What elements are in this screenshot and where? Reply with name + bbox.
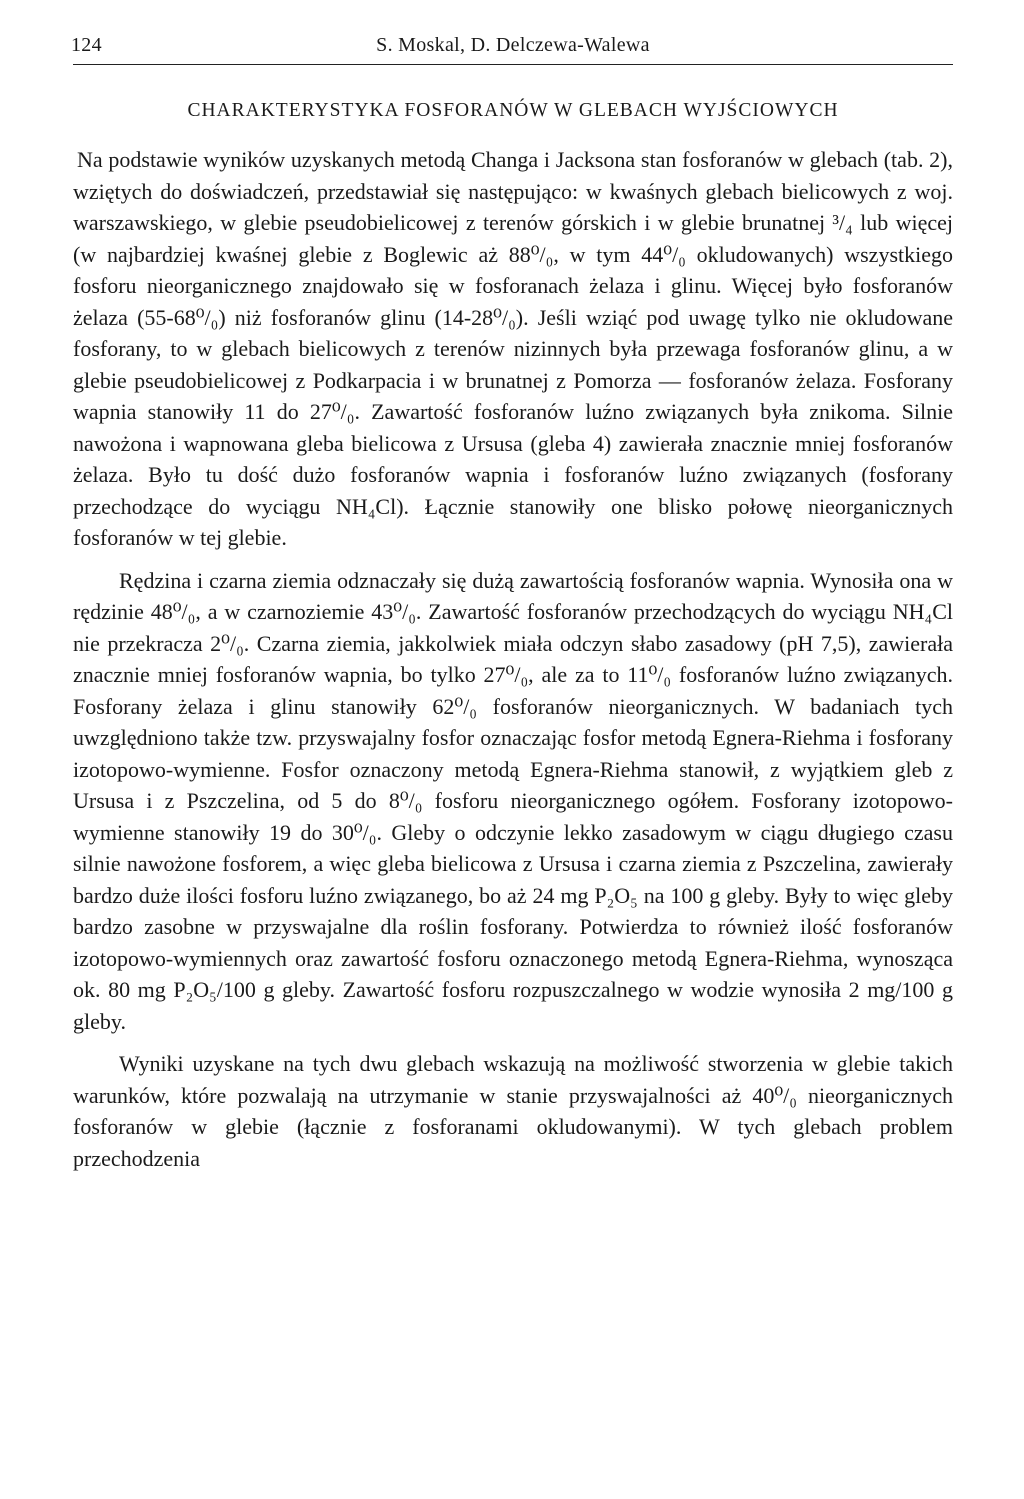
section-title: CHARAKTERYSTYKA FOSFORANÓW W GLEBACH WYJŚCIOWYCH xyxy=(187,100,839,121)
paragraph-1: Na podstawie wyników uzyskanych metodą Changa i Jacksona stan fosforanów w glebach (tab. 2), wziętych do doświadczeń, przedstawiał się następująco: w kwaśnych glebach bielicowych z woj. warszawskiego, w glebie pseudobielicowej z terenów górskich i w glebie brunatnej ³/₄ lub więcej (w najbardziej kwaśnej glebie z Boglewic aż 88⁰/₀, w tym 44⁰/₀ okludowanych) wszystkiego fosforu nieorganicznego znajdowało się w fosforanach żelaza i glinu. Więcej było fosforanów żelaza (55-68⁰/₀) niż fosforanów glinu (14-28⁰/₀). Jeśli wziąć pod uwagę tylko nie okludowane fosforany, to w glebach bielicowych z terenów nizinnych była przewaga fosforanów glinu, a w glebie pseudobielicowej z Podkarpacia i w brunatnej z Pomorza — fosforanów żelaza. Fosforany wapnia stanowiły 11 do 27⁰/₀. Zawartość fosforanów luźno związanych była znikoma. Silnie nawożona i wapnowana gleba bielicowa z Ursusa (gleba 4) zawierała znacznie mniej fosforanów żelaza. Było tu dość dużo fosforanów wapnia i fosforanów luźno związanych (fosforany przechodzące do wyciągu NH₄Cl). Łącznie stanowiły one blisko połowę nieorganicznych fosforanów w tej glebie. xyxy=(73,147,953,550)
running-header xyxy=(73,30,953,65)
paragraph-3: Wyniki uzyskane na tych dwu glebach wskazują na możliwość stworzenia w glebie takich warunków, które pozwalają na utrzymanie w stanie przyswajalności aż 40⁰/₀ nieorganicznych fosforanów w glebie (łącznie z fosforanami okludowanymi). W tych glebach problem przechodzenia xyxy=(73,1051,953,1171)
paragraph-2: Rędzina i czarna ziemia odznaczały się dużą zawartością fosforanów wapnia. Wynosiła ona w rędzinie 48⁰/₀, a w czarnoziemie 43⁰/₀. Zawartość fosforanów przechodzących do wyciągu NH₄Cl nie przekracza 2⁰/₀. Czarna ziemia, jakkolwiek miała odczyn słabo zasadowy (pH 7,5), zawierała znacznie mniej fosforanów wapnia, bo tylko 27⁰/₀, ale za to 11⁰/₀ fosforanów luźno związanych. Fosforany żelaza i glinu stanowiły 62⁰/₀ fosforanów nieorganicznych. W badaniach tych uwzględniono także tzw. przyswajalny fosfor oznaczając fosfor metodą Egnera-Riehma i fosforany izotopowo-wymienne. Fosfor oznaczony metodą Egnera-Riehma stanowił, z wyjątkiem gleb z Ursusa i z Pszczelina, od 5 do 8⁰/₀ fosforu nieorganicznego ogółem. Fosforany izotopowo-wymienne stanowiły 19 do 30⁰/₀. Gleby o odczynie lekko zasadowym w ciągu długiego czasu silnie nawożone fosforem, a więc gleba bielicowa z Ursusa i czarna ziemia z Pszczelina, zawierały bardzo duże ilości fosforu luźno związanego, bo aż 24 mg P₂O₅ na 100 g gleby. Były to więc gleby bardzo zasobne w przyswajalne dla roślin fosforany. Potwierdza to również ilość fosforanów izotopowo-wymiennych oraz zawartość fosforu oznaczonego metodą Egnera-Riehma, wynosząca ok. 80 mg P₂O₅/100 g gleby. Zawartość fosforu rozpuszczalnego w wodzie wynosiła 2 mg/100 g gleby. xyxy=(73,567,953,1034)
running-header-authors: S. Moskal, D. Delczewa-Walewa xyxy=(376,34,650,56)
page-number: 124 xyxy=(71,34,102,56)
body-text xyxy=(73,144,953,1174)
